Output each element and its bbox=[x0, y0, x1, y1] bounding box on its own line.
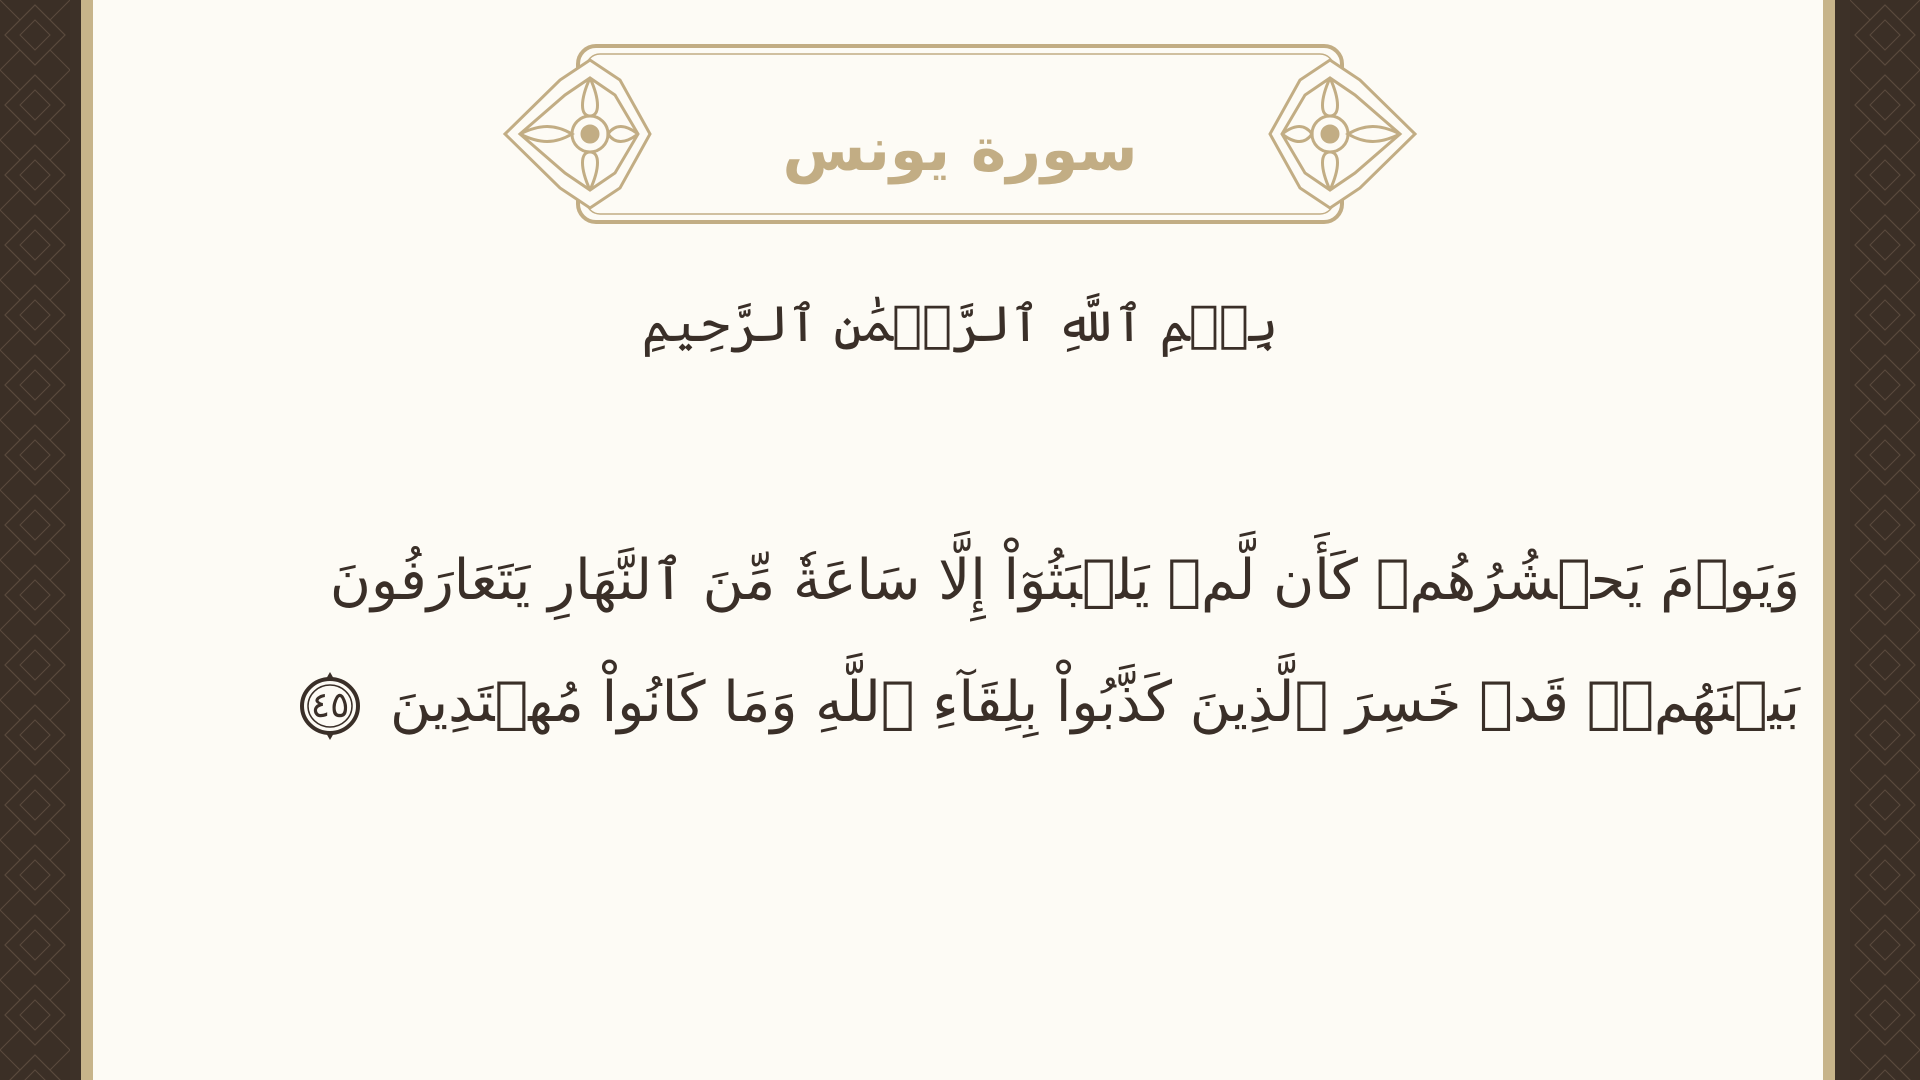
verse-line-2-text: بَيۡنَهُمۡۚ قَدۡ خَسِرَ ٱلَّذِينَ كَذَّبُواْ بِلِقَآءِ ٱللَّهِ وَمَا كَانُواْ مُهۡتَدِينَ bbox=[389, 670, 1800, 735]
left-geometric-border bbox=[0, 0, 70, 1080]
ayah-end-marker-icon bbox=[298, 670, 362, 742]
surah-title: سورة يونس bbox=[782, 115, 1138, 185]
verse-line-2 bbox=[310, 642, 1800, 764]
right-geometric-border bbox=[1850, 0, 1920, 1080]
basmala: بِسۡمِ ٱللَّهِ ٱلرَّحۡمَٰنِ ٱلرَّحِيمِ bbox=[641, 295, 1279, 353]
verse-text bbox=[310, 520, 1800, 764]
verse-line-1: وَيَوۡمَ يَحۡشُرُهُمۡ كَأَن لَّمۡ يَلۡبَثُوٓاْ إِلَّا سَاعَةٗ مِّنَ ٱلنَّهَارِ يَتَعَارَفُونَ bbox=[329, 548, 1800, 613]
left-gold-rule bbox=[81, 0, 93, 1080]
right-inner-dark-band bbox=[1835, 0, 1850, 1080]
surah-title-cartouche bbox=[500, 40, 1420, 230]
left-inner-dark-band bbox=[70, 0, 81, 1080]
right-gold-rule bbox=[1823, 0, 1835, 1080]
ayah-number: ٤٥ bbox=[310, 684, 350, 726]
